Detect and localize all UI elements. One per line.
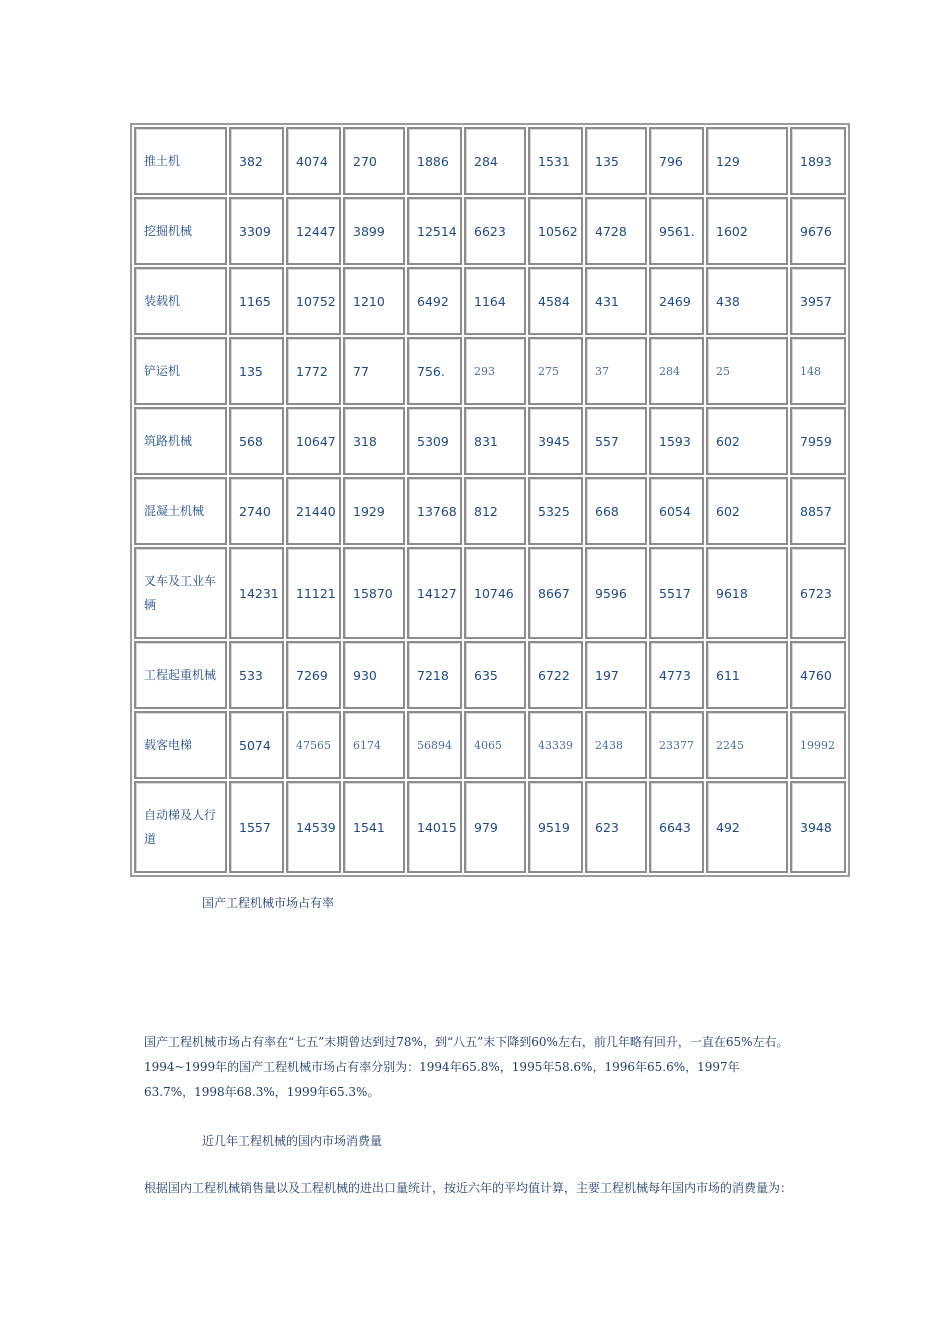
table-cell: 14127 (407, 547, 462, 639)
table-cell: 812 (464, 477, 526, 545)
table-cell: 623 (585, 781, 647, 873)
table-cell: 2438 (585, 711, 647, 779)
table-cell: 270 (343, 127, 405, 195)
table-cell: 12514 (407, 197, 462, 265)
table-cell: 23377 (649, 711, 704, 779)
table-cell: 1541 (343, 781, 405, 873)
table-cell: 1893 (790, 127, 846, 195)
row-label: 自动梯及人行道 (134, 781, 227, 873)
table-cell: 3899 (343, 197, 405, 265)
table-cell: 8857 (790, 477, 846, 545)
table-cell: 930 (343, 641, 405, 709)
table-cell: 602 (706, 407, 788, 475)
table-cell: 6623 (464, 197, 526, 265)
table-cell: 831 (464, 407, 526, 475)
table-cell: 47565 (286, 711, 341, 779)
row-label: 筑路机械 (134, 407, 227, 475)
table-cell: 275 (528, 337, 583, 405)
row-label: 铲运机 (134, 337, 227, 405)
table-cell: 756. (407, 337, 462, 405)
table-cell: 1886 (407, 127, 462, 195)
table-row (134, 127, 846, 195)
table-row (134, 711, 846, 779)
table-cell: 4760 (790, 641, 846, 709)
table-cell: 135 (229, 337, 284, 405)
table-cell: 2245 (706, 711, 788, 779)
table-cell: 9519 (528, 781, 583, 873)
table-row (134, 407, 846, 475)
table-cell: 1593 (649, 407, 704, 475)
table-cell: 10562 (528, 197, 583, 265)
table-cell: 1164 (464, 267, 526, 335)
table-cell: 15870 (343, 547, 405, 639)
table-cell: 568 (229, 407, 284, 475)
paragraph-line-2: 1994~1999年的国产工程机械市场占有率分别为：1994年65.8%，1995年58.6%，1996年65.6%，1997年 (144, 1060, 740, 1074)
row-label: 推土机 (134, 127, 227, 195)
table-cell: 4065 (464, 711, 526, 779)
table-row (134, 641, 846, 709)
table-cell: 284 (649, 337, 704, 405)
table-cell: 197 (585, 641, 647, 709)
table-cell: 6643 (649, 781, 704, 873)
table-cell: 7218 (407, 641, 462, 709)
table-cell: 293 (464, 337, 526, 405)
row-label: 载客电梯 (134, 711, 227, 779)
table-cell: 14539 (286, 781, 341, 873)
consumption-paragraph: 根据国内工程机械销售量以及工程机械的进出口量统计，按近六年的平均值计算，主要工程机械每年国内市场的消费量为： (144, 1181, 793, 1195)
table-cell: 8667 (528, 547, 583, 639)
table-cell: 10752 (286, 267, 341, 335)
table-cell: 11121 (286, 547, 341, 639)
table-cell: 3309 (229, 197, 284, 265)
table-cell: 1210 (343, 267, 405, 335)
row-label: 混凝土机械 (134, 477, 227, 545)
table-cell: 557 (585, 407, 647, 475)
table-cell: 4728 (585, 197, 647, 265)
table-cell: 14015 (407, 781, 462, 873)
table-cell: 2469 (649, 267, 704, 335)
table-cell: 9596 (585, 547, 647, 639)
table-cell: 492 (706, 781, 788, 873)
table-cell: 7959 (790, 407, 846, 475)
table-cell: 668 (585, 477, 647, 545)
table-cell: 1165 (229, 267, 284, 335)
table-cell: 14231 (229, 547, 284, 639)
table-cell: 6174 (343, 711, 405, 779)
table-row (134, 781, 846, 873)
table-cell: 3945 (528, 407, 583, 475)
table-cell: 12447 (286, 197, 341, 265)
table-row (134, 547, 846, 639)
table-cell: 1772 (286, 337, 341, 405)
table-cell: 25 (706, 337, 788, 405)
table-cell: 533 (229, 641, 284, 709)
table-cell: 56894 (407, 711, 462, 779)
table-cell: 7269 (286, 641, 341, 709)
table-cell: 10647 (286, 407, 341, 475)
market-share-paragraph (144, 1030, 834, 1105)
table-cell: 284 (464, 127, 526, 195)
table-cell: 1531 (528, 127, 583, 195)
table-cell: 431 (585, 267, 647, 335)
table-cell: 611 (706, 641, 788, 709)
table-cell: 4074 (286, 127, 341, 195)
table-cell: 1557 (229, 781, 284, 873)
table-cell: 5517 (649, 547, 704, 639)
table-cell: 135 (585, 127, 647, 195)
table-cell: 43339 (528, 711, 583, 779)
paragraph-line-3: 63.7%，1998年68.3%，1999年65.3%。 (144, 1085, 380, 1099)
table-cell: 19992 (790, 711, 846, 779)
table-cell: 6722 (528, 641, 583, 709)
table-cell: 9618 (706, 547, 788, 639)
table-cell: 6054 (649, 477, 704, 545)
table-cell: 1929 (343, 477, 405, 545)
table-cell: 6723 (790, 547, 846, 639)
row-label: 装载机 (134, 267, 227, 335)
table-row (134, 267, 846, 335)
row-label: 工程起重机械 (134, 641, 227, 709)
table-cell: 3957 (790, 267, 846, 335)
row-label: 叉车及工业车辆 (134, 547, 227, 639)
table-row (134, 197, 846, 265)
table-cell: 6492 (407, 267, 462, 335)
table-cell: 796 (649, 127, 704, 195)
table-cell: 13768 (407, 477, 462, 545)
table-cell: 148 (790, 337, 846, 405)
table-cell: 129 (706, 127, 788, 195)
consumption-heading: 近几年工程机械的国内市场消费量 (202, 1134, 383, 1148)
table-cell: 37 (585, 337, 647, 405)
table-cell: 1602 (706, 197, 788, 265)
table-cell: 5074 (229, 711, 284, 779)
table-cell: 382 (229, 127, 284, 195)
table-cell: 2740 (229, 477, 284, 545)
table-cell: 21440 (286, 477, 341, 545)
table-cell: 3948 (790, 781, 846, 873)
table-row (134, 337, 846, 405)
table-cell: 9561. (649, 197, 704, 265)
table-cell: 318 (343, 407, 405, 475)
table-cell: 979 (464, 781, 526, 873)
table-cell: 5325 (528, 477, 583, 545)
table-cell: 438 (706, 267, 788, 335)
table-cell: 77 (343, 337, 405, 405)
table-cell: 4584 (528, 267, 583, 335)
table-cell: 635 (464, 641, 526, 709)
table-cell: 9676 (790, 197, 846, 265)
machinery-data-table (130, 123, 850, 877)
table-cell: 4773 (649, 641, 704, 709)
table-cell: 5309 (407, 407, 462, 475)
table-cell: 602 (706, 477, 788, 545)
market-share-heading: 国产工程机械市场占有率 (202, 896, 335, 910)
row-label: 挖掘机械 (134, 197, 227, 265)
table-row (134, 477, 846, 545)
table-cell: 10746 (464, 547, 526, 639)
paragraph-line-1: 国产工程机械市场占有率在“七五”末期曾达到过78%，到“八五”末下降到60%左右，前几年略有回升，一直在65%左右。 (144, 1035, 789, 1049)
